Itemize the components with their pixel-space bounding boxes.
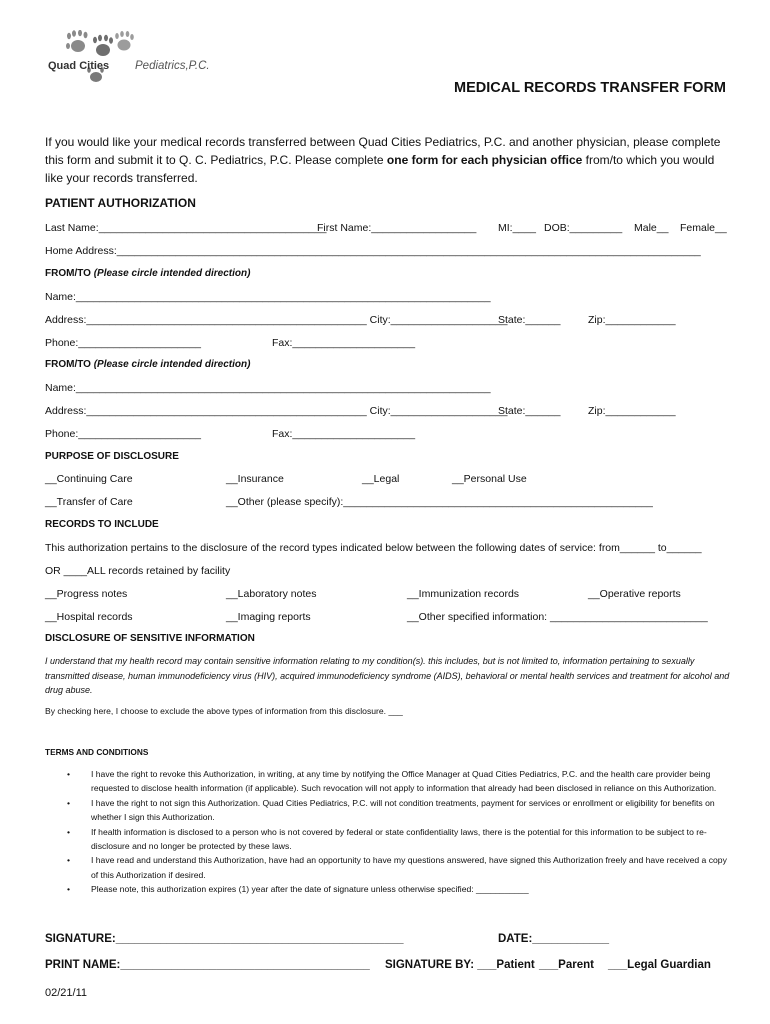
male-checkbox[interactable]: Male__ — [634, 222, 669, 234]
intro-text-1: If you would like your medical records transferred between Quad Cities Pediatrics, P.C. and another physician, please complete this form and submit it to Q. C. Pediatrics, P.C. Please complete — [45, 135, 721, 167]
practice-logo — [40, 30, 220, 90]
dob-field[interactable]: DOB:_________ — [544, 222, 623, 234]
signature-field[interactable]: SIGNATURE:_____________________________________________ — [45, 933, 404, 945]
intro-text-bold: one form for each physician office — [386, 153, 583, 167]
records-heading: RECORDS TO INCLUDE — [45, 519, 159, 530]
name-field-2[interactable]: Name:_______________________________________________________________________ — [45, 382, 491, 394]
revision-date: 02/21/11 — [45, 987, 88, 999]
laboratory-notes-option[interactable]: __Laboratory notes — [226, 588, 317, 600]
state-field-2[interactable]: State:______ — [498, 405, 561, 417]
insurance-option[interactable]: __Insurance — [226, 473, 284, 485]
terms-item: • Please note, this authorization expires (1) year after the date of signature unless otherwise specified: ___________ — [91, 882, 729, 896]
signature-by-patient-option[interactable]: SIGNATURE BY: ___Patient — [385, 959, 535, 971]
bullet-icon: • — [67, 826, 71, 837]
bullet-icon: • — [67, 884, 71, 895]
sensitive-heading: DISCLOSURE OF SENSITIVE INFORMATION — [45, 633, 255, 644]
terms-item: • If health information is disclosed to a person who is not covered by federal or state confidentiality laws, there is the potential for this information to be subject to re-disclosure and no longer be protected by these laws. — [67, 826, 707, 852]
bullet-icon: • — [67, 769, 71, 779]
form-title: MEDICAL RECORDS TRANSFER FORM — [454, 80, 727, 96]
sensitive-statement: I understand that my health record may contain sensitive information relating to my condition(s). this includes, but is not limited to, information pertaining to sexually transmitted disease, human immunodeficiency virus (HIV), acquired immunodeficiency syndrome (AIDS), behavioral or mental health services and treatment for alcohol and drug abuse. — [45, 656, 730, 695]
continuing-care-option[interactable]: __Continuing Care — [45, 473, 133, 485]
terms-heading: TERMS AND CONDITIONS — [45, 747, 149, 757]
other-specified-field[interactable]: __Other specified information: ___________________________ — [407, 611, 708, 623]
from-to-label: FROM/TO — [45, 359, 94, 370]
intro-text-2: from/to which you would like your records transferred. — [45, 153, 715, 185]
first-name-field[interactable]: First Name:__________________ — [317, 222, 477, 234]
print-name-field[interactable]: PRINT NAME:_______________________________________ — [45, 959, 370, 971]
from-to-instruction: (Please circle intended direction) — [93, 268, 251, 279]
logo-text-cities: Cities — [79, 60, 110, 72]
phone-field-1[interactable]: Phone:_____________________ — [45, 337, 201, 349]
female-checkbox[interactable]: Female__ — [680, 222, 727, 234]
all-records-option[interactable]: OR ____ALL records retained by facility — [45, 565, 231, 577]
other-purpose-field[interactable]: __Other (please specify):_____________________________________________________ — [226, 496, 653, 508]
zip-field-2[interactable]: Zip:____________ — [588, 405, 676, 417]
from-to-heading-1 — [45, 268, 250, 279]
terms-item: • I have read and understand this Authorization, have had an opportunity to have my questions answered, have signed this Authorization freely and have received a copy of this Authorization if desired. — [67, 855, 727, 880]
operative-reports-option[interactable]: __Operative reports — [588, 588, 681, 600]
fax-field-1[interactable]: Fax:_____________________ — [272, 337, 416, 349]
logo-text-pediatrics: Pediatrics,P.C. — [135, 60, 210, 72]
state-field-1[interactable]: State:______ — [498, 314, 561, 326]
address-city-field-2[interactable]: Address:________________________________________________ City:____________________ — [45, 405, 508, 417]
phone-field-2[interactable]: Phone:_____________________ — [45, 428, 201, 440]
fax-field-2[interactable]: Fax:_____________________ — [272, 428, 416, 440]
terms-list — [67, 767, 729, 897]
name-field-1[interactable]: Name:_______________________________________________________________________ — [45, 291, 491, 303]
transfer-of-care-option[interactable]: __Transfer of Care — [45, 496, 133, 508]
patient-authorization-heading: PATIENT AUTHORIZATION — [45, 196, 196, 210]
hospital-records-option[interactable]: __Hospital records — [45, 611, 133, 623]
date-field[interactable]: DATE:____________ — [498, 933, 610, 945]
from-to-heading-2 — [45, 359, 250, 370]
terms-item: • I have the right to not sign this Authorization. Quad Cities Pediatrics, P.C. will not condition treatments, payment for services or enrollment or eligibility for benefits on whether I sign this Authorization. — [67, 797, 715, 823]
exclude-sensitive-checkbox[interactable]: By checking here, I choose to exclude the above types of information from this disclosure. ___ — [45, 706, 403, 716]
from-to-label: FROM/TO — [45, 268, 94, 279]
zip-field-1[interactable]: Zip:____________ — [588, 314, 676, 326]
terms-item: • I have the right to revoke this Authorization, in writing, at any time by notifying the Office Manager at Quad Cities Pediatrics, P.C. and the health care provider being requested to disclose health information (if applicable). Such revocation will not apply to information that already had been disclosed in reliance on this Authorization. — [67, 769, 717, 794]
progress-notes-option[interactable]: __Progress notes — [45, 588, 128, 600]
personal-use-option[interactable]: __Personal Use — [452, 473, 527, 485]
bullet-icon: • — [67, 855, 71, 866]
from-to-instruction: (Please circle intended direction) — [93, 359, 251, 370]
bullet-icon: • — [67, 797, 71, 808]
address-city-field-1[interactable]: Address:________________________________________________ City:____________________ — [45, 314, 508, 326]
parent-option[interactable]: ___Parent — [539, 959, 594, 971]
last-name-field[interactable]: Last Name:_______________________________________ — [45, 222, 327, 234]
legal-guardian-option[interactable]: ___Legal Guardian — [608, 959, 711, 971]
imaging-reports-option[interactable]: __Imaging reports — [226, 611, 311, 623]
dates-of-service-field[interactable]: This authorization pertains to the disclosure of the record types indicated below between the following dates of service: from______ to______ — [45, 542, 702, 554]
intro-paragraph — [45, 133, 730, 187]
home-address-field[interactable]: Home Address:____________________________________________________________________________________________________ — [45, 245, 701, 257]
purpose-heading: PURPOSE OF DISCLOSURE — [45, 451, 179, 462]
mi-field[interactable]: MI:____ — [498, 222, 536, 234]
legal-option[interactable]: __Legal — [362, 473, 400, 485]
immunization-records-option[interactable]: __Immunization records — [407, 588, 520, 600]
logo-text-quad: Quad — [48, 60, 77, 72]
